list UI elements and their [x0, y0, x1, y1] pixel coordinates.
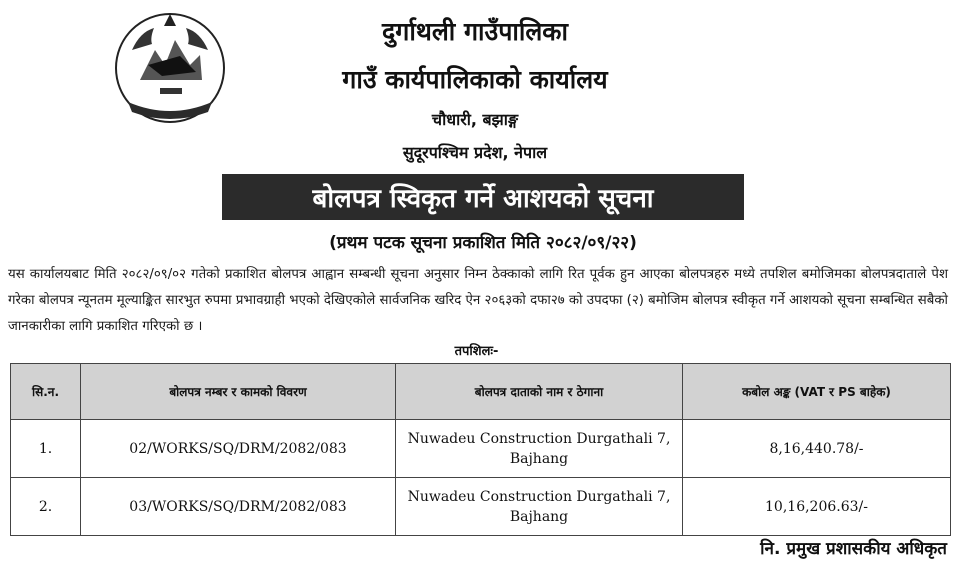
- notice-body: यस कार्यालयबाट मिति २०८२/०९/०२ गतेको प्रकाशित बोलपत्र आह्वान सम्बन्धी सूचना अनुसार निम्न ठेक्काको लागि रित पूर्वक हुन आएका बोलपत्रहरु मध्ये तपशिल बमोजिमका बोलपत्रदाताले पेश गरेका बोलपत्र न्यूनतम मूल्याङ्कित सारभुत रुपमा प्रभावग्राही भएको देखिएकोले सार्वजनिक खरिद ऐन २०६३को दफा२७ को उपदफा (२) बमोजिम बोलपत्र स्वीकृत गर्ने आशयको सूचना सम्बन्धित सबैको जानकारीका लागि प्रकाशित गरिएको छ ।: [8, 267, 948, 334]
- office-name: गाउँ कार्यपालिकाको कार्यालय: [342, 65, 608, 94]
- municipality-name: दुर्गाथली गाउँपालिका: [382, 17, 568, 46]
- notice-title: बोलपत्र स्विकृत गर्ने आशयको सूचना: [312, 184, 654, 214]
- cell-amount: 8,16,440.78/-: [683, 420, 951, 478]
- signature-title: नि. प्रमुख प्रशासकीय अधिकृत: [760, 539, 947, 559]
- office-location: चौधारी, बझाङ्ग: [431, 110, 519, 129]
- col-header-bid-no: बोलपत्र नम्बर र कामको विवरण: [81, 364, 396, 420]
- cell-amount: 10,16,206.63/-: [683, 478, 951, 536]
- cell-bidder: Nuwadeu Construction Durgathali 7, Bajhang: [396, 478, 683, 536]
- table-row: [11, 478, 951, 536]
- col-header-sn: सि.न.: [11, 364, 81, 420]
- cell-bid-no: 03/WORKS/SQ/DRM/2082/083: [81, 478, 396, 536]
- cell-bid-no: 02/WORKS/SQ/DRM/2082/083: [81, 420, 396, 478]
- province-name: सुदूरपश्चिम प्रदेश, नेपाल: [402, 143, 548, 162]
- col-header-bidder: बोलपत्र दाताको नाम र ठेगाना: [396, 364, 683, 420]
- col-header-amount: कबोल अङ्क (VAT र PS बाहेक): [683, 364, 951, 420]
- details-label: तपशिलः-: [454, 344, 499, 359]
- notice-title-banner: [222, 174, 744, 220]
- bid-table: [10, 363, 951, 536]
- table-header-row: [11, 364, 951, 420]
- government-emblem-icon: [110, 10, 230, 130]
- table-row: [11, 420, 951, 478]
- cell-bidder: Nuwadeu Construction Durgathali 7, Bajhang: [396, 420, 683, 478]
- cell-sn: 1.: [11, 420, 81, 478]
- cell-sn: 2.: [11, 478, 81, 536]
- notice-subtitle: (प्रथम पटक सूचना प्रकाशित मिति २०८२/०९/२२): [329, 233, 637, 253]
